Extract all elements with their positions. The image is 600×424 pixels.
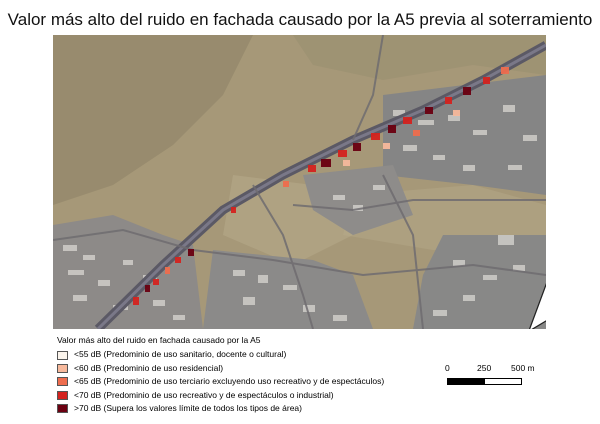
legend-item — [57, 362, 437, 375]
scale-segment-dark — [447, 378, 485, 385]
legend-label: <55 dB (Predominio de uso sanitario, docente o cultural) — [74, 349, 287, 360]
scale-label-500: 500 m — [511, 363, 535, 373]
legend — [57, 334, 437, 415]
scale-segment-light — [484, 378, 522, 385]
legend-swatch — [57, 404, 68, 413]
scale-bar — [443, 363, 543, 393]
legend-label: <60 dB (Predominio de uso residencial) — [74, 362, 224, 373]
legend-item — [57, 348, 437, 361]
legend-swatch — [57, 391, 68, 400]
scale-label-0: 0 — [445, 363, 450, 373]
legend-label: <70 dB (Predominio de uso recreativo y de espectáculos o industrial) — [74, 389, 334, 400]
aerial-map[interactable] — [53, 35, 546, 329]
legend-title: Valor más alto del ruido en fachada causado por la A5 — [57, 335, 261, 345]
map-canvas — [53, 35, 546, 329]
map-title: Valor más alto del ruido en fachada causado por la A5 previa al soterramiento — [7, 10, 593, 29]
scale-label-250: 250 — [477, 363, 492, 373]
legend-swatch — [57, 364, 68, 373]
north-arrow-icon — [525, 275, 546, 329]
legend-item — [57, 375, 437, 388]
legend-label: <65 dB (Predominio de uso terciario excluyendo uso recreativo y de espectáculos) — [74, 376, 385, 387]
legend-swatch — [57, 351, 68, 360]
legend-label: >70 dB (Supera los valores límite de todos los tipos de área) — [74, 402, 302, 413]
legend-item — [57, 389, 437, 402]
legend-swatch — [57, 377, 68, 386]
legend-item — [57, 402, 437, 415]
